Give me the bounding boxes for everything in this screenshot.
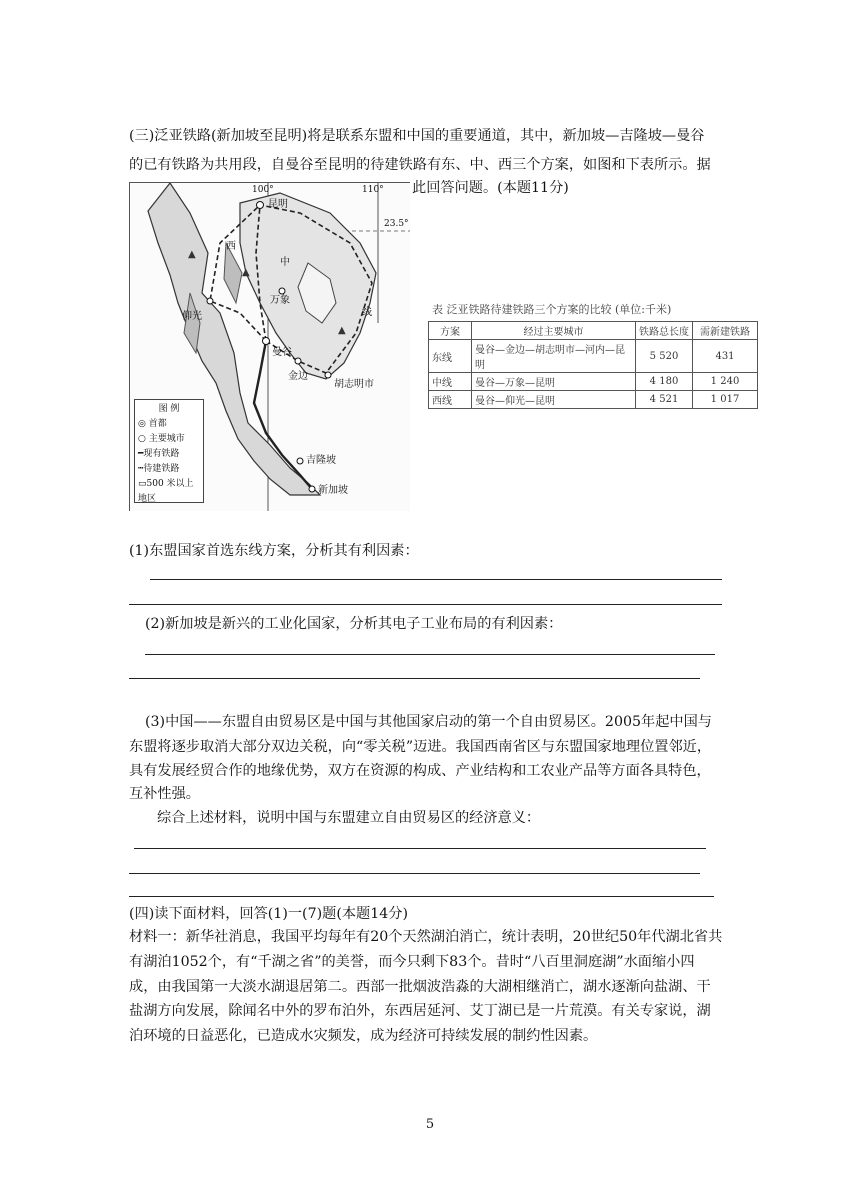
table-cell: 4 180 [636,373,693,391]
table-cell: 1 240 [693,373,758,391]
table-cell: 曼谷—仰光—昆明 [472,391,636,409]
section3-intro-line2: 的已有铁路为共用段，自曼谷至昆明的待建铁路有东、中、西三个方案，如图和下表所示。据 [129,157,711,173]
map-label-east-line: 线 [362,307,372,318]
answer-line[interactable] [129,678,700,679]
answer-line[interactable] [150,579,722,580]
map-label-kunming: 昆明 [268,199,288,210]
highland-symbol-icon: ▭ [138,479,147,489]
svg-text:▲: ▲ [338,325,346,336]
existing-rail-symbol-icon: ━ [138,449,144,459]
table-cell: 东线 [429,340,472,373]
question-2: (2)新加坡是新兴的工业化国家，分析其电子工业布局的有利因素： [145,616,563,632]
section3-intro-line3: 此回答问题。(本题11分) [412,180,569,196]
question-3-line2: 东盟将逐步取消大部分双边关税，向“零关税”迈进。我国西南省区与东盟国家地理位置邻近， [129,739,712,755]
legend-title: 图 例 [158,404,180,414]
legend-item-city [138,432,200,447]
table-cell: 西线 [429,391,472,409]
table-row [429,373,758,391]
legend-capital-label: 首都 [148,419,167,429]
map-label-middle: 中 [280,257,290,268]
legend-item-highland [138,477,200,507]
city-symbol-icon: ○ [138,434,146,444]
answer-line[interactable] [129,604,722,605]
legend-item-planned-rail [138,462,200,477]
section4-line1: 材料一：新华社消息，我国平均每年有20个天然湖泊消亡，统计表明，20世纪50年代湖北省共 [129,929,723,945]
table-header-cell: 方案 [429,322,472,340]
answer-line[interactable] [145,654,715,655]
question-3-line4: 互补性强。 [129,786,200,802]
table-cell: 5 520 [636,340,693,373]
table-header-cell: 经过主要城市 [472,322,636,340]
legend-existing-rail-label: 现有铁路 [143,449,180,459]
legend-planned-rail-label: 待建铁路 [143,464,180,474]
section3-intro-line1: (三)泛亚铁路(新加坡至昆明)将是联系东盟和中国的重要通道，其中，新加坡—吉隆坡—曼谷 [129,128,705,144]
map-label-kuala-lumpur: 吉隆坡 [306,455,336,466]
map-label-singapore: 新加坡 [318,485,348,496]
map-label-ho-chi-minh: 胡志明市 [334,379,374,390]
legend-highland-label: 500 米以上地区 [138,479,194,504]
section4-line5: 泊环境的日益恶化，已造成水灾频发，成为经济可持续发展的制约性因素。 [129,1028,598,1044]
legend-city-label: 主要城市 [148,434,185,444]
question-3-line1: (3)中国——东盟自由贸易区是中国与其他国家启动的第一个自由贸易区。2005年起中国与 [145,714,712,730]
section4-line4: 盐湖方向发展，除闻名中外的罗布泊外，东西居延河、艾丁湖已是一片荒漠。有关专家说，湖 [129,1003,711,1019]
table-cell: 1 017 [693,391,758,409]
legend-item-existing-rail [138,447,200,462]
map-label-phnom-penh: 金边 [288,371,308,382]
table-cell: 曼谷—金边—胡志明市—河内—昆明 [472,340,636,373]
legend-item-capital [138,417,200,432]
table-header-cell: 铁路总长度 [636,322,693,340]
railway-comparison-table [428,321,758,409]
map-lon-label-110: 110° [362,185,384,195]
southeast-asia-railway-map [129,182,410,511]
map-label-west: 西 [226,241,236,252]
answer-line[interactable] [134,848,706,849]
table-row [429,391,758,409]
section4-line2: 有湖泊1052个，有“千湖之省”的美誉，而今只剩下83个。昔时“八百里洞庭湖”水面缩小四 [129,954,695,970]
railway-comparison-table-figure [424,297,760,407]
table-header-row [429,322,758,340]
table-cell: 曼谷—万象—昆明 [472,373,636,391]
section4-line3: 成，由我国第一大淡水湖退居第二。西部一批烟波浩淼的大湖相继消亡，湖水逐渐向盐湖、干 [129,979,711,995]
map-label-vientiane: 万象 [270,295,290,306]
table-title: 表 泛亚铁路待建铁路三个方案的比较 (单位:千米) [432,303,672,316]
table-cell: 4 521 [636,391,693,409]
section4-title: (四)读下面材料，回答(1)一(7)题(本题14分) [129,906,409,922]
table-row [429,340,758,373]
page-number: 5 [425,1117,435,1132]
table-cell: 中线 [429,373,472,391]
answer-line[interactable] [129,896,714,897]
capital-symbol-icon: ◎ [138,419,146,429]
map-label-bangkok: 曼谷 [272,347,292,358]
planned-rail-symbol-icon: ┅ [138,464,144,474]
answer-line[interactable] [129,873,700,874]
map-lat-label: 23.5° [384,219,409,229]
svg-text:▲: ▲ [242,267,250,278]
table-cell: 431 [693,340,758,373]
question-3-prompt: 综合上述材料，说明中国与东盟建立自由贸易区的经济意义： [157,810,541,826]
table-header-cell: 需新建铁路 [693,322,758,340]
svg-text:▲: ▲ [188,249,196,260]
map-label-yangon: 仰光 [182,311,202,322]
map-lon-label-100: 100° [252,185,274,195]
map-legend [134,399,204,503]
question-1: (1)东盟国家首选东线方案，分析其有利因素： [129,543,419,559]
question-3-line3: 具有发展经贸合作的地缘优势，双方在资源的构成、产业结构和工农业产品等方面各具特色， [129,763,711,779]
